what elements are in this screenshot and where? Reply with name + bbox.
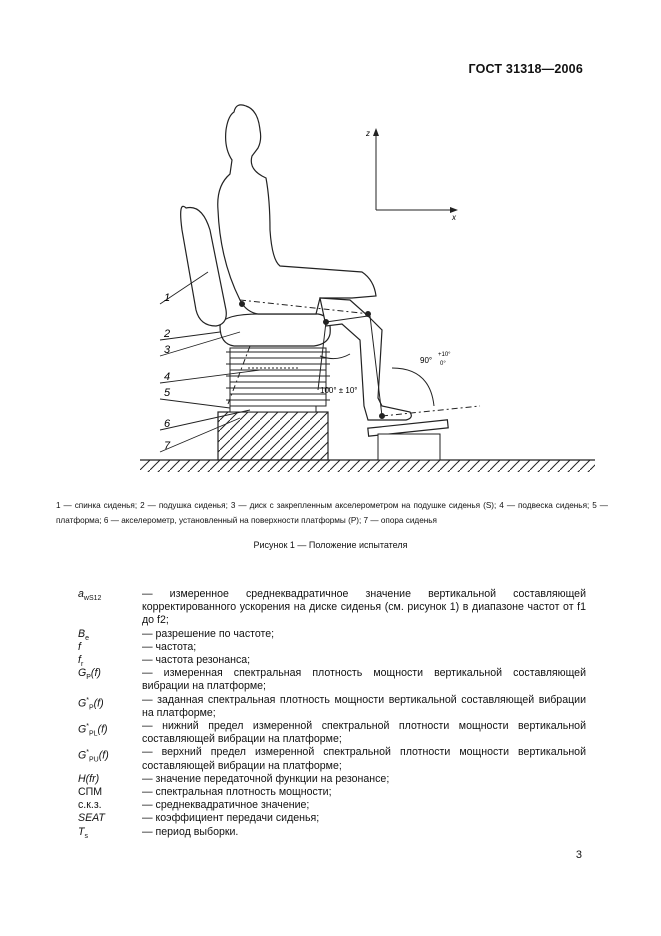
- definition-row: [78, 667, 586, 693]
- definition-text: — частота резонанса;: [142, 654, 251, 667]
- definition-row: [78, 799, 586, 812]
- platform-block: [218, 412, 328, 460]
- definition-text: — заданная спектральная плотность мощности вертикальной составляющей вибрации на платформе;: [142, 693, 586, 719]
- definition-text: — нижний предел измеренной спектральной плотности мощности вертикальной составляющей вибрации на платформе;: [142, 720, 586, 746]
- symbols-definitions-list: [78, 588, 586, 839]
- callout-1: 1: [164, 292, 171, 304]
- ground: [140, 460, 595, 472]
- seat-support: [230, 406, 316, 412]
- seat-suspension-bellows: [226, 348, 330, 406]
- definition-text: — коэффициент передачи сиденья;: [142, 812, 320, 825]
- figure-title: Рисунок 1 — Положение испытателя: [253, 540, 408, 550]
- symbol: f: [78, 640, 81, 653]
- symbol: СПМ: [78, 786, 103, 799]
- symbol: $G^*_{PU}(f)$: [78, 749, 109, 765]
- symbol: $G^*_{PL}(f)$: [78, 723, 108, 738]
- axis-x-label: x: [452, 213, 456, 222]
- definition-row: [78, 720, 586, 746]
- definition-row: [78, 641, 586, 654]
- definition-row: [78, 746, 586, 772]
- definition-row: [78, 826, 586, 839]
- seat-diagram: [130, 100, 600, 490]
- definition-row: [78, 773, 586, 786]
- axis-z-label: z: [366, 129, 370, 138]
- seat-cushion: [220, 314, 330, 346]
- definition-text: — разрешение по частоте;: [142, 627, 275, 640]
- definition-row: [78, 654, 586, 667]
- definition-row: [78, 588, 586, 628]
- symbol: $G^*_P(f)$: [78, 696, 104, 712]
- definition-text: — значение передаточной функции на резонансе;: [142, 772, 390, 785]
- coordinate-axes: [365, 128, 458, 222]
- page-number: 3: [575, 849, 582, 861]
- definition-text: — верхний предел измеренной спектральной плотности мощности вертикальной составляющей вибрации на платформе;: [142, 746, 586, 772]
- callout-6: 6: [164, 418, 171, 430]
- definition-row: [78, 628, 586, 641]
- definition-text: — период выборки.: [142, 825, 239, 838]
- definition-row: [78, 786, 586, 799]
- definition-text: — спектральная плотность мощности;: [142, 786, 332, 799]
- callout-7: 7: [164, 440, 171, 452]
- symbol: $G_P(f)$: [78, 667, 101, 682]
- ankle-angle-tolerance-plus: +10°: [438, 352, 451, 358]
- definition-text: — измеренная спектральная плотность мощности вертикальной составляющей вибрации на платформе;: [142, 667, 586, 693]
- definition-text: — измеренное среднеквадратичное значение вертикальной составляющей корректированного ускорения на диске сиденья (см. рисунок 1) в диапазоне частот от f1 до f2;: [142, 588, 586, 627]
- definition-text: — частота;: [142, 640, 197, 653]
- symbol: с.к.з.: [78, 799, 102, 812]
- test-subject-figure: [130, 100, 600, 490]
- definition-row: [78, 812, 586, 825]
- symbol: $B_e$: [78, 627, 89, 642]
- footrest: [368, 420, 448, 460]
- ankle-angle-label: 90°: [420, 356, 433, 365]
- definition-text: — среднеквадратичное значение;: [142, 799, 310, 812]
- knee-angle-label: 100° ± 10°: [320, 386, 358, 395]
- symbol: $T_s$: [78, 825, 88, 840]
- symbol: H(fr): [78, 772, 100, 785]
- standard-number-header: ГОСТ 31318—2006: [468, 62, 583, 76]
- callout-2: 2: [164, 328, 171, 340]
- figure-legend: 1 — спинка сиденья; 2 — подушка сиденья; 3 — диск с закрепленным акселерометром на подушке сиденья (S); 4 — подвеска сиденья; 5 — платформа; 6 — акселерометр, установленный на поверхности платформы (P); 7 — опора сиденья: [56, 501, 608, 525]
- definition-row: [78, 694, 586, 720]
- callout-numbers: [163, 292, 171, 452]
- callout-3: 3: [164, 344, 171, 356]
- symbol: $f_r$: [78, 654, 84, 669]
- callout-4: 4: [164, 371, 171, 383]
- symbol: $a_{wS12}$: [78, 588, 102, 603]
- callout-5: 5: [164, 387, 171, 399]
- ankle-angle-tolerance-minus: 0°: [440, 361, 446, 367]
- symbol: SEAT: [78, 812, 105, 825]
